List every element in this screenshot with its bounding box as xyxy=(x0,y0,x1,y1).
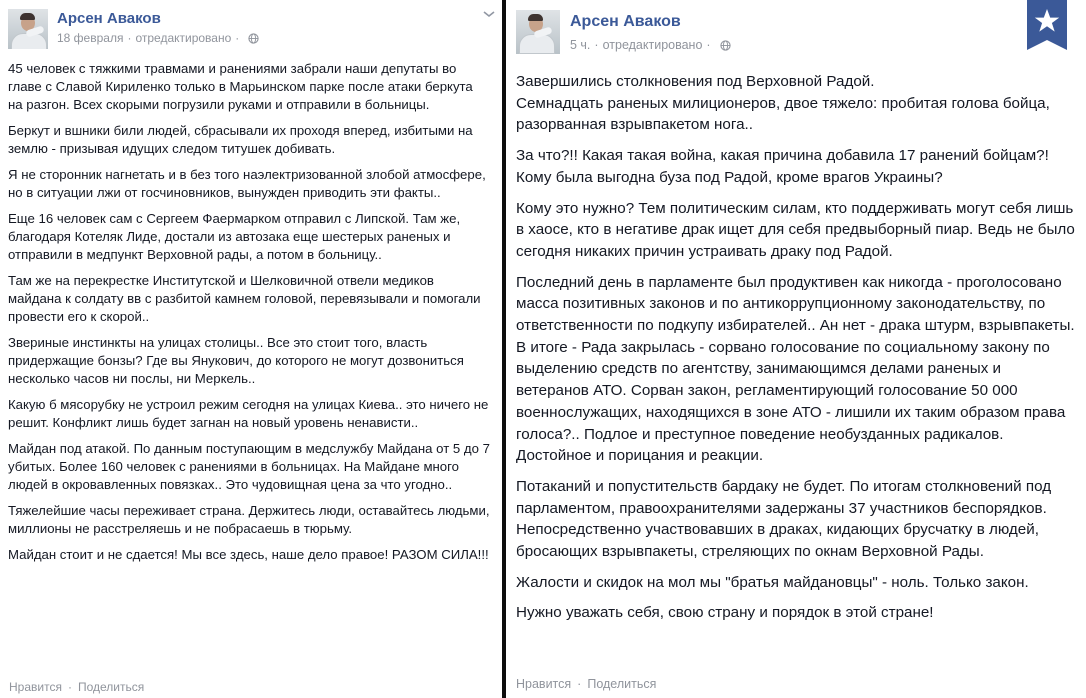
actions-separator: · xyxy=(577,677,582,691)
post-paragraph: Беркут и вшники били людей, сбрасывали их проходя вперед, избитыми на землю - призывая идущих следом титушек добивать. xyxy=(8,123,473,156)
post-paragraph: Последний день в парламенте был продуктивен как никогда - проголосовано масса позитивных законов и по антикоррупционному законодательству, по ответственности по подкупу избирателей.. Ан нет - драка штурм, взрывпакеты. В итоге - Рада закрылась - сорвано голосование по социальному закону по выделению средств по агентству, занимающимся делами раненых и ветеранов АТО. Сорван закон, регламентирующий голосование 50 000 военнослужащих, находящихся в зоне АТО - лишили их таким образом права голоса?.. Подлое и преступное поведение необузданных радикалов. Достойное и порицания и реакции. xyxy=(516,273,1075,465)
post-actions xyxy=(516,677,656,691)
actions-separator: · xyxy=(67,680,72,694)
post-body xyxy=(8,60,490,572)
post-paragraph: Нужно уважать себя, свою страну и порядок в этой стране! xyxy=(516,604,934,622)
share-button[interactable]: Поделиться xyxy=(77,680,145,694)
share-button[interactable]: Поделиться xyxy=(587,677,657,691)
post-paragraph: Потаканий и попустительств бардаку не будет. По итогам столкновений под парламентом, правоохранителями задержаны 37 участников беспорядков. Непосредственно участвовавших в драках, кидающих брусчатку в людей, бросающих взрывпакеты, стреляющих по окнам Верховной Рады. xyxy=(516,477,1052,561)
globe-icon[interactable] xyxy=(720,40,731,51)
post-time[interactable]: 5 ч. xyxy=(570,38,591,52)
post-meta xyxy=(57,31,259,45)
post-right xyxy=(506,0,1086,698)
like-button[interactable]: Нравится xyxy=(516,677,572,691)
globe-icon[interactable] xyxy=(248,33,259,44)
meta-separator: · xyxy=(127,31,132,45)
post-left xyxy=(0,0,502,698)
like-button[interactable]: Нравится xyxy=(9,680,62,694)
post-date[interactable]: 18 февраля xyxy=(57,31,124,45)
post-paragraph: Еще 16 человек сам с Сергеем Фаермарком отправил с Липской. Там же, благодаря Котеляк Лиде, достали из автозака еще шестерых раненых и отправили в медпункт Верховной рады, а потом в больницу.. xyxy=(8,211,461,262)
post-paragraph: 45 человек с тяжкими травмами и ранениями забрали наши депутаты во главе с Славой Кириленко только в Марьинском парке после атаки беркута на разгон. Всех скорыми погрузили руками и отправили в больницы. xyxy=(8,61,473,112)
author-avatar[interactable] xyxy=(516,10,560,54)
meta-separator: · xyxy=(594,38,599,52)
post-meta xyxy=(570,38,731,52)
post-paragraph: Завершились столкновения под Верховной Радой. Семнадцать раненых милиционеров, двое тяжело: пробитая голова бойца, разорванная взрывпакетом нога.. xyxy=(516,73,1050,134)
edited-label[interactable]: отредактировано xyxy=(602,38,703,52)
post-paragraph: Кому это нужно? Тем политическим силам, кто поддерживать могут себя лишь в хаосе, кто в негативе драк ищет для себя предвыборный пиар. Ведь не было сегодня никаких причин устраивать драку под Радой. xyxy=(516,199,1075,260)
post-paragraph: Какую б мясорубку не устроил режим сегодня на улицах Киева.. это ничего не решит. Конфликт лишь будет загнан на новый уровень ненависти.. xyxy=(8,397,489,430)
meta-separator: · xyxy=(706,38,711,52)
post-paragraph: Майдан стоит и не сдается! Мы все здесь, наше дело правое! РАЗОМ СИЛА!!! xyxy=(8,547,489,562)
post-body xyxy=(516,71,1076,633)
author-avatar[interactable] xyxy=(8,9,48,49)
post-actions xyxy=(9,680,144,694)
post-paragraph: Тяжелейшие часы переживает страна. Держитесь люди, оставайтесь людьми, миллионы не расстреляешь и не побрасаешь в тюрьму. xyxy=(8,503,490,536)
post-paragraph: Звериные инстинкты на улицах столицы.. Все это стоит того, власть придержащие бонзы? Где вы Янукович, до которого не могут дозвониться несколько часов ни послы, ни Меркель.. xyxy=(8,335,464,386)
post-paragraph: Там же на перекрестке Институтской и Шелковичной отвели медиков майдана к солдату вв с разбитой камнем головой, перевязывали и помогали провести его к скорой.. xyxy=(8,273,481,324)
star-icon[interactable] xyxy=(1027,0,1067,50)
post-paragraph: За что?!! Какая такая война, какая причина добавила 17 ранений бойцам?! Кому была выгодна буза под Радой, кроме врагов Украины? xyxy=(516,147,1049,186)
post-paragraph: Майдан под атакой. По данным поступающим в медслужбу Майдана от 5 до 7 убитых. Более 160 человек с ранениями в больницах. На Майдане много людей в окровавленных повязках.. Это чудовищная цена за что угодно.. xyxy=(8,441,490,492)
post-paragraph: Жалости и скидок на мол мы "братья майдановцы" - ноль. Только закон. xyxy=(516,573,1029,591)
post-paragraph: Я не сторонник нагнетать и в без того наэлектризованной злобой атмосфере, но в ситуации лжи от госчиновников, вынужден приводить эти факты.. xyxy=(8,167,486,200)
chevron-down-icon[interactable] xyxy=(482,9,496,19)
meta-separator: · xyxy=(235,31,240,45)
edited-label[interactable]: отредактировано xyxy=(135,31,232,45)
author-name[interactable]: Арсен Аваков xyxy=(570,13,681,30)
author-name[interactable]: Арсен Аваков xyxy=(57,10,161,27)
